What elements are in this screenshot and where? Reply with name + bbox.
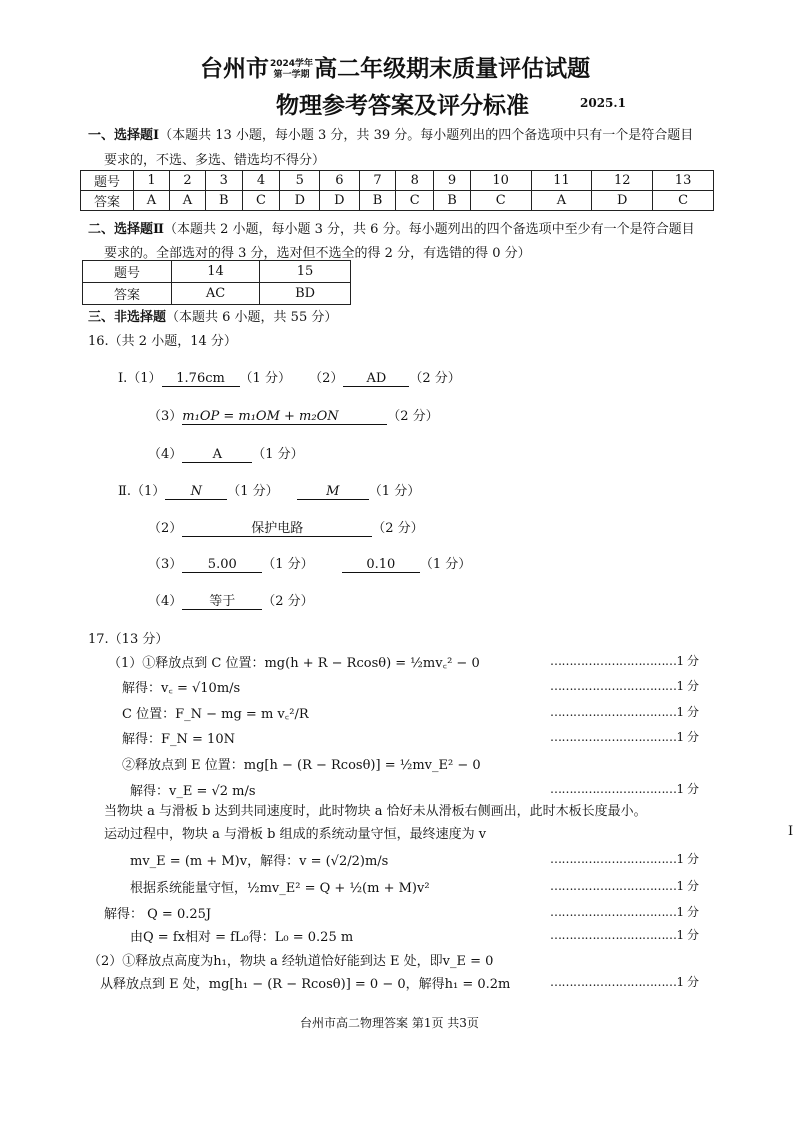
answer-cell: C: [470, 191, 531, 211]
solution-line: 从释放点到 E 处，mg[h₁ − (R − Rcosθ)] = 0 − 0，解得h₁ = 0.2m: [100, 977, 511, 992]
title-year: 2024学年: [270, 58, 314, 69]
question-number: 8: [396, 171, 434, 191]
answer: 1.76cm: [162, 371, 240, 387]
row-label: 答案: [81, 191, 134, 211]
solution-line: 当物块 a 与滑板 b 达到共同速度时，此时物块 a 恰好未从滑板右侧画出，此时木板长度最小。: [104, 804, 647, 819]
date: 2025.1: [580, 96, 626, 110]
question-number: 13: [653, 171, 714, 191]
q16-line8: [148, 553, 471, 573]
q16-line4: [148, 443, 304, 463]
label: （4）: [148, 594, 183, 609]
label: （4）: [148, 447, 183, 462]
answer-cell: C: [242, 191, 280, 211]
score-mark: ……………………………1 分: [550, 852, 699, 866]
answer-cell: D: [280, 191, 320, 211]
solution-line: ②释放点到 E 位置：mg[h − (R − Rcosθ)] = ½mv_E² − 0: [122, 758, 481, 773]
sec2-heading: [88, 218, 695, 237]
score: （1 分）: [239, 371, 291, 386]
q16-heading: 16.（共 2 小题，14 分）: [88, 334, 237, 349]
answer-cell: AC: [172, 283, 260, 305]
title-rest: 高二年级期末质量评估试题: [314, 56, 591, 82]
answer: A: [182, 447, 252, 463]
solution-line: mv_E = (m + M)v，解得：v = (√2/2)m/s: [130, 854, 389, 869]
answer-cell: A: [531, 191, 592, 211]
label: （3）: [148, 557, 183, 572]
answer-cell: A: [134, 191, 170, 211]
score: （1 分）: [368, 484, 421, 499]
solution-line: 解得：v_E = √2 m/s: [130, 784, 256, 799]
score-mark: ……………………………1 分: [550, 730, 699, 744]
answer: AD: [343, 371, 409, 387]
page-subtitle: 物理参考答案及评分标准: [276, 93, 529, 119]
solution-line: C 位置：F_N − mg = m v꜀²/R: [122, 707, 309, 722]
sec2-desc2: 要求的。全部选对的得 3 分，选对但不选全的得 2 分，有选错的得 0 分）: [104, 246, 531, 261]
answer-cell: C: [396, 191, 434, 211]
sec2-desc1: （本题共 2 小题，每小题 3 分，共 6 分。每小题列出的四个备选项中至少有一个是符合题目: [163, 222, 695, 237]
label: Ⅱ.（1）: [118, 484, 166, 499]
question-number: 12: [592, 171, 653, 191]
sec1-title: 一、选择题Ⅰ: [88, 128, 160, 143]
answer: 5.00: [182, 557, 262, 573]
sec3-desc: （本题共 6 小题，共 55 分）: [166, 310, 338, 325]
answer-cell: B: [205, 191, 242, 211]
answer: 0.10: [342, 557, 420, 573]
question-number: 7: [359, 171, 396, 191]
score-mark: ……………………………1 分: [550, 654, 699, 668]
answer: N: [165, 484, 227, 500]
answer-cell: B: [434, 191, 471, 211]
sec1-desc1: （本题共 13 小题，每小题 3 分，共 39 分。每小题列出的四个备选项中只有一个是符合题目: [159, 128, 694, 143]
question-number: 11: [531, 171, 592, 191]
question-number: 10: [470, 171, 531, 191]
solution-line: 解得：F_N = 10N: [122, 732, 235, 747]
score: （2 分）: [387, 409, 439, 424]
margin-mark: I: [788, 824, 794, 839]
answer-cell: D: [592, 191, 653, 211]
score-mark: ……………………………1 分: [550, 782, 699, 796]
score-mark: ……………………………1 分: [550, 905, 699, 919]
question-number: 14: [172, 261, 260, 283]
answer-cell: C: [653, 191, 714, 211]
answer: m₁OP = m₁OM + m₂ON: [182, 409, 387, 425]
answer-cell: A: [169, 191, 205, 211]
score-mark: ……………………………1 分: [550, 705, 699, 719]
score: （2 分）: [262, 594, 314, 609]
solution-line: 根据系统能量守恒，½mv_E² = Q + ½(m + M)v²: [130, 881, 430, 896]
row-label: 题号: [81, 171, 134, 191]
question-number: 4: [242, 171, 280, 191]
sec1-desc2: 要求的，不选、多选、错选均不得分）: [104, 153, 326, 168]
sec2-title: 二、选择题Ⅱ: [88, 222, 164, 237]
row-label: 答案: [83, 283, 172, 305]
solution-line: 由Q = fx相对 = fL₀得：L₀ = 0.25 m: [130, 930, 354, 945]
score-mark: ……………………………1 分: [550, 975, 699, 989]
score-mark: ……………………………1 分: [550, 879, 699, 893]
answer-cell: D: [320, 191, 360, 211]
sec2-answer-table: [82, 260, 351, 305]
q16-line5: [118, 480, 420, 500]
row-label: 题号: [83, 261, 172, 283]
solution-line: （1）①释放点到 C 位置：mg(h + R − Rcosθ) = ½mv꜀² − 0: [108, 656, 480, 671]
solution-line: 解得： Q = 0.25J: [104, 907, 212, 922]
title-term-text: 第一学期: [273, 69, 310, 80]
score: （1 分）: [252, 447, 304, 462]
label: （2）: [309, 371, 344, 386]
label: （2）: [148, 521, 183, 536]
solution-line: 解得：v꜀ = √10m/s: [122, 681, 241, 696]
score: （1 分）: [227, 484, 279, 499]
label: （3）: [148, 409, 183, 424]
page-footer: 台州市高二物理答案 第1页 共3页: [300, 1016, 479, 1030]
score-mark: ……………………………1 分: [550, 928, 699, 942]
page-title: [200, 50, 590, 83]
question-number: 3: [205, 171, 242, 191]
label: Ⅰ.（1）: [118, 371, 162, 386]
score: （1 分）: [419, 557, 472, 572]
question-number: 1: [134, 171, 170, 191]
score-mark: ……………………………1 分: [550, 679, 699, 693]
answer-cell: BD: [260, 283, 351, 305]
answer-cell: B: [359, 191, 396, 211]
sec3-title: 三、非选择题: [88, 310, 167, 325]
question-number: 15: [260, 261, 351, 283]
q17-heading: 17.（13 分）: [88, 632, 169, 647]
solution-line: 运动过程中，物块 a 与滑板 b 组成的系统动量守恒，最终速度为 v: [104, 827, 487, 842]
score: （2 分）: [409, 371, 461, 386]
sec1-heading: [88, 124, 693, 143]
question-number: 6: [320, 171, 360, 191]
score: （2 分）: [372, 521, 424, 536]
answer: 等于: [182, 590, 262, 610]
question-number: 5: [280, 171, 320, 191]
q16-line7: [148, 517, 424, 537]
q16-line10: [148, 590, 314, 610]
answer: 保护电路: [182, 517, 372, 537]
question-number: 9: [434, 171, 471, 191]
q16-line1: [118, 367, 461, 387]
sec3-heading: [88, 306, 337, 325]
answer: M: [297, 484, 369, 500]
score: （1 分）: [262, 557, 314, 572]
question-number: 2: [169, 171, 205, 191]
q16-line3: [148, 405, 439, 425]
sec1-answer-table: [80, 170, 714, 211]
title-city: 台州市: [200, 56, 269, 82]
title-term: [270, 59, 313, 81]
solution-line: （2）①释放点高度为h₁，物块 a 经轨道恰好能到达 E 处，即v_E = 0: [88, 954, 494, 969]
